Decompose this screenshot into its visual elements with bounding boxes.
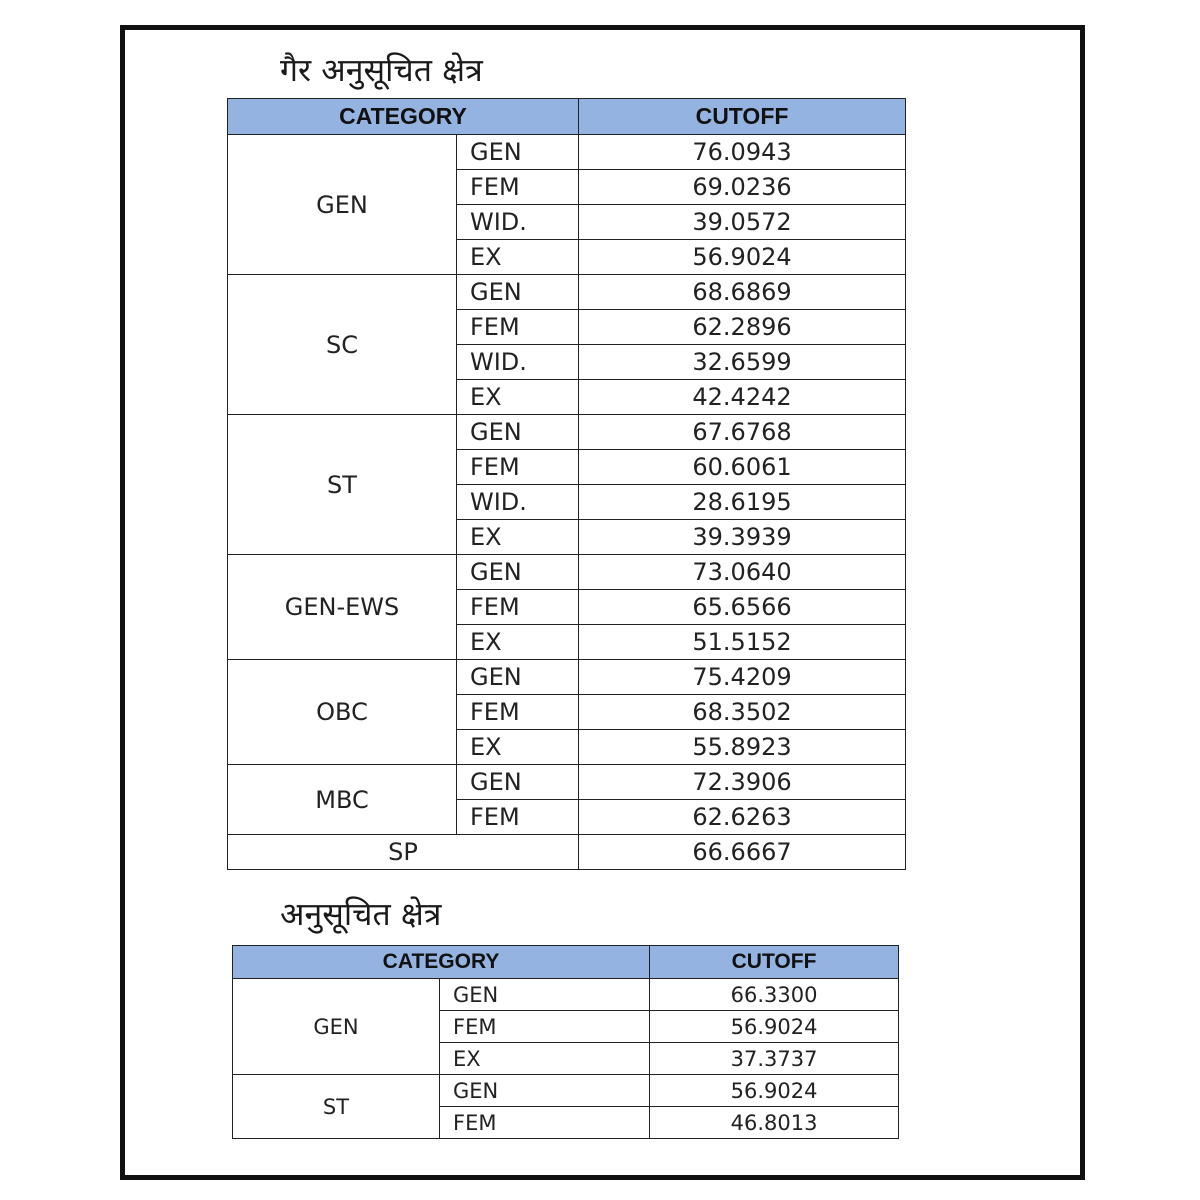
cutoff-value-cell: 32.6599 [579,345,906,380]
category-header: CATEGORY [228,99,579,135]
subcategory-cell: GEN [457,275,579,310]
cutoff-value-cell: 55.8923 [579,730,906,765]
table-row [233,1075,899,1107]
section1-heading: गैर अनुसूचित क्षेत्र [280,51,483,89]
category-group-cell: GEN [233,979,440,1075]
scheduled-area-cutoff-table [232,945,899,1139]
cutoff-value-cell: 68.6869 [579,275,906,310]
cutoff-value-cell: 75.4209 [579,660,906,695]
subcategory-cell: EX [457,730,579,765]
table-header-row [228,99,906,135]
cutoff-value-cell: 56.9024 [650,1075,899,1107]
cutoff-value-cell: 72.3906 [579,765,906,800]
table-row [228,835,906,870]
cutoff-value-cell: 60.6061 [579,450,906,485]
subcategory-cell: GEN [457,135,579,170]
subcategory-cell: FEM [457,590,579,625]
subcategory-cell: FEM [457,310,579,345]
cutoff-header: CUTOFF [579,99,906,135]
cutoff-value-cell: 65.6566 [579,590,906,625]
cutoff-value-cell: 62.6263 [579,800,906,835]
cutoff-value-cell: 66.3300 [650,979,899,1011]
subcategory-cell: FEM [440,1011,650,1043]
subcategory-cell: FEM [457,170,579,205]
subcategory-cell: WID. [457,205,579,240]
table-row [228,555,906,590]
category-group-cell: SP [228,835,579,870]
cutoff-value-cell: 28.6195 [579,485,906,520]
category-group-cell: OBC [228,660,457,765]
category-group-cell: GEN-EWS [228,555,457,660]
cutoff-value-cell: 67.6768 [579,415,906,450]
category-group-cell: GEN [228,135,457,275]
subcategory-cell: EX [457,520,579,555]
subcategory-cell: FEM [457,800,579,835]
category-group-cell: MBC [228,765,457,835]
cutoff-value-cell: 56.9024 [579,240,906,275]
table-row [228,415,906,450]
subcategory-cell: WID. [457,485,579,520]
table-row [233,979,899,1011]
subcategory-cell: EX [457,625,579,660]
cutoff-value-cell: 51.5152 [579,625,906,660]
cutoff-value-cell: 69.0236 [579,170,906,205]
table-row [228,135,906,170]
cutoff-value-cell: 56.9024 [650,1011,899,1043]
subcategory-cell: EX [440,1043,650,1075]
cutoff-header: CUTOFF [650,946,899,979]
cutoff-value-cell: 39.3939 [579,520,906,555]
table-row [228,660,906,695]
cutoff-value-cell: 46.8013 [650,1107,899,1139]
subcategory-cell: GEN [457,765,579,800]
category-group-cell: SC [228,275,457,415]
cutoff-value-cell: 66.6667 [579,835,906,870]
cutoff-value-cell: 37.3737 [650,1043,899,1075]
table-row [228,275,906,310]
cutoff-value-cell: 68.3502 [579,695,906,730]
category-group-cell: ST [233,1075,440,1139]
subcategory-cell: GEN [440,979,650,1011]
non-scheduled-area-cutoff-table [227,98,906,870]
cutoff-value-cell: 62.2896 [579,310,906,345]
subcategory-cell: GEN [457,555,579,590]
category-header: CATEGORY [233,946,650,979]
table-header-row [233,946,899,979]
cutoff-value-cell: 42.4242 [579,380,906,415]
cutoff-value-cell: 39.0572 [579,205,906,240]
subcategory-cell: GEN [457,660,579,695]
subcategory-cell: FEM [440,1107,650,1139]
subcategory-cell: WID. [457,345,579,380]
subcategory-cell: EX [457,240,579,275]
subcategory-cell: EX [457,380,579,415]
subcategory-cell: GEN [457,415,579,450]
category-group-cell: ST [228,415,457,555]
section2-heading: अनुसूचित क्षेत्र [280,895,442,933]
subcategory-cell: GEN [440,1075,650,1107]
table-row [228,765,906,800]
subcategory-cell: FEM [457,695,579,730]
cutoff-value-cell: 73.0640 [579,555,906,590]
cutoff-value-cell: 76.0943 [579,135,906,170]
subcategory-cell: FEM [457,450,579,485]
